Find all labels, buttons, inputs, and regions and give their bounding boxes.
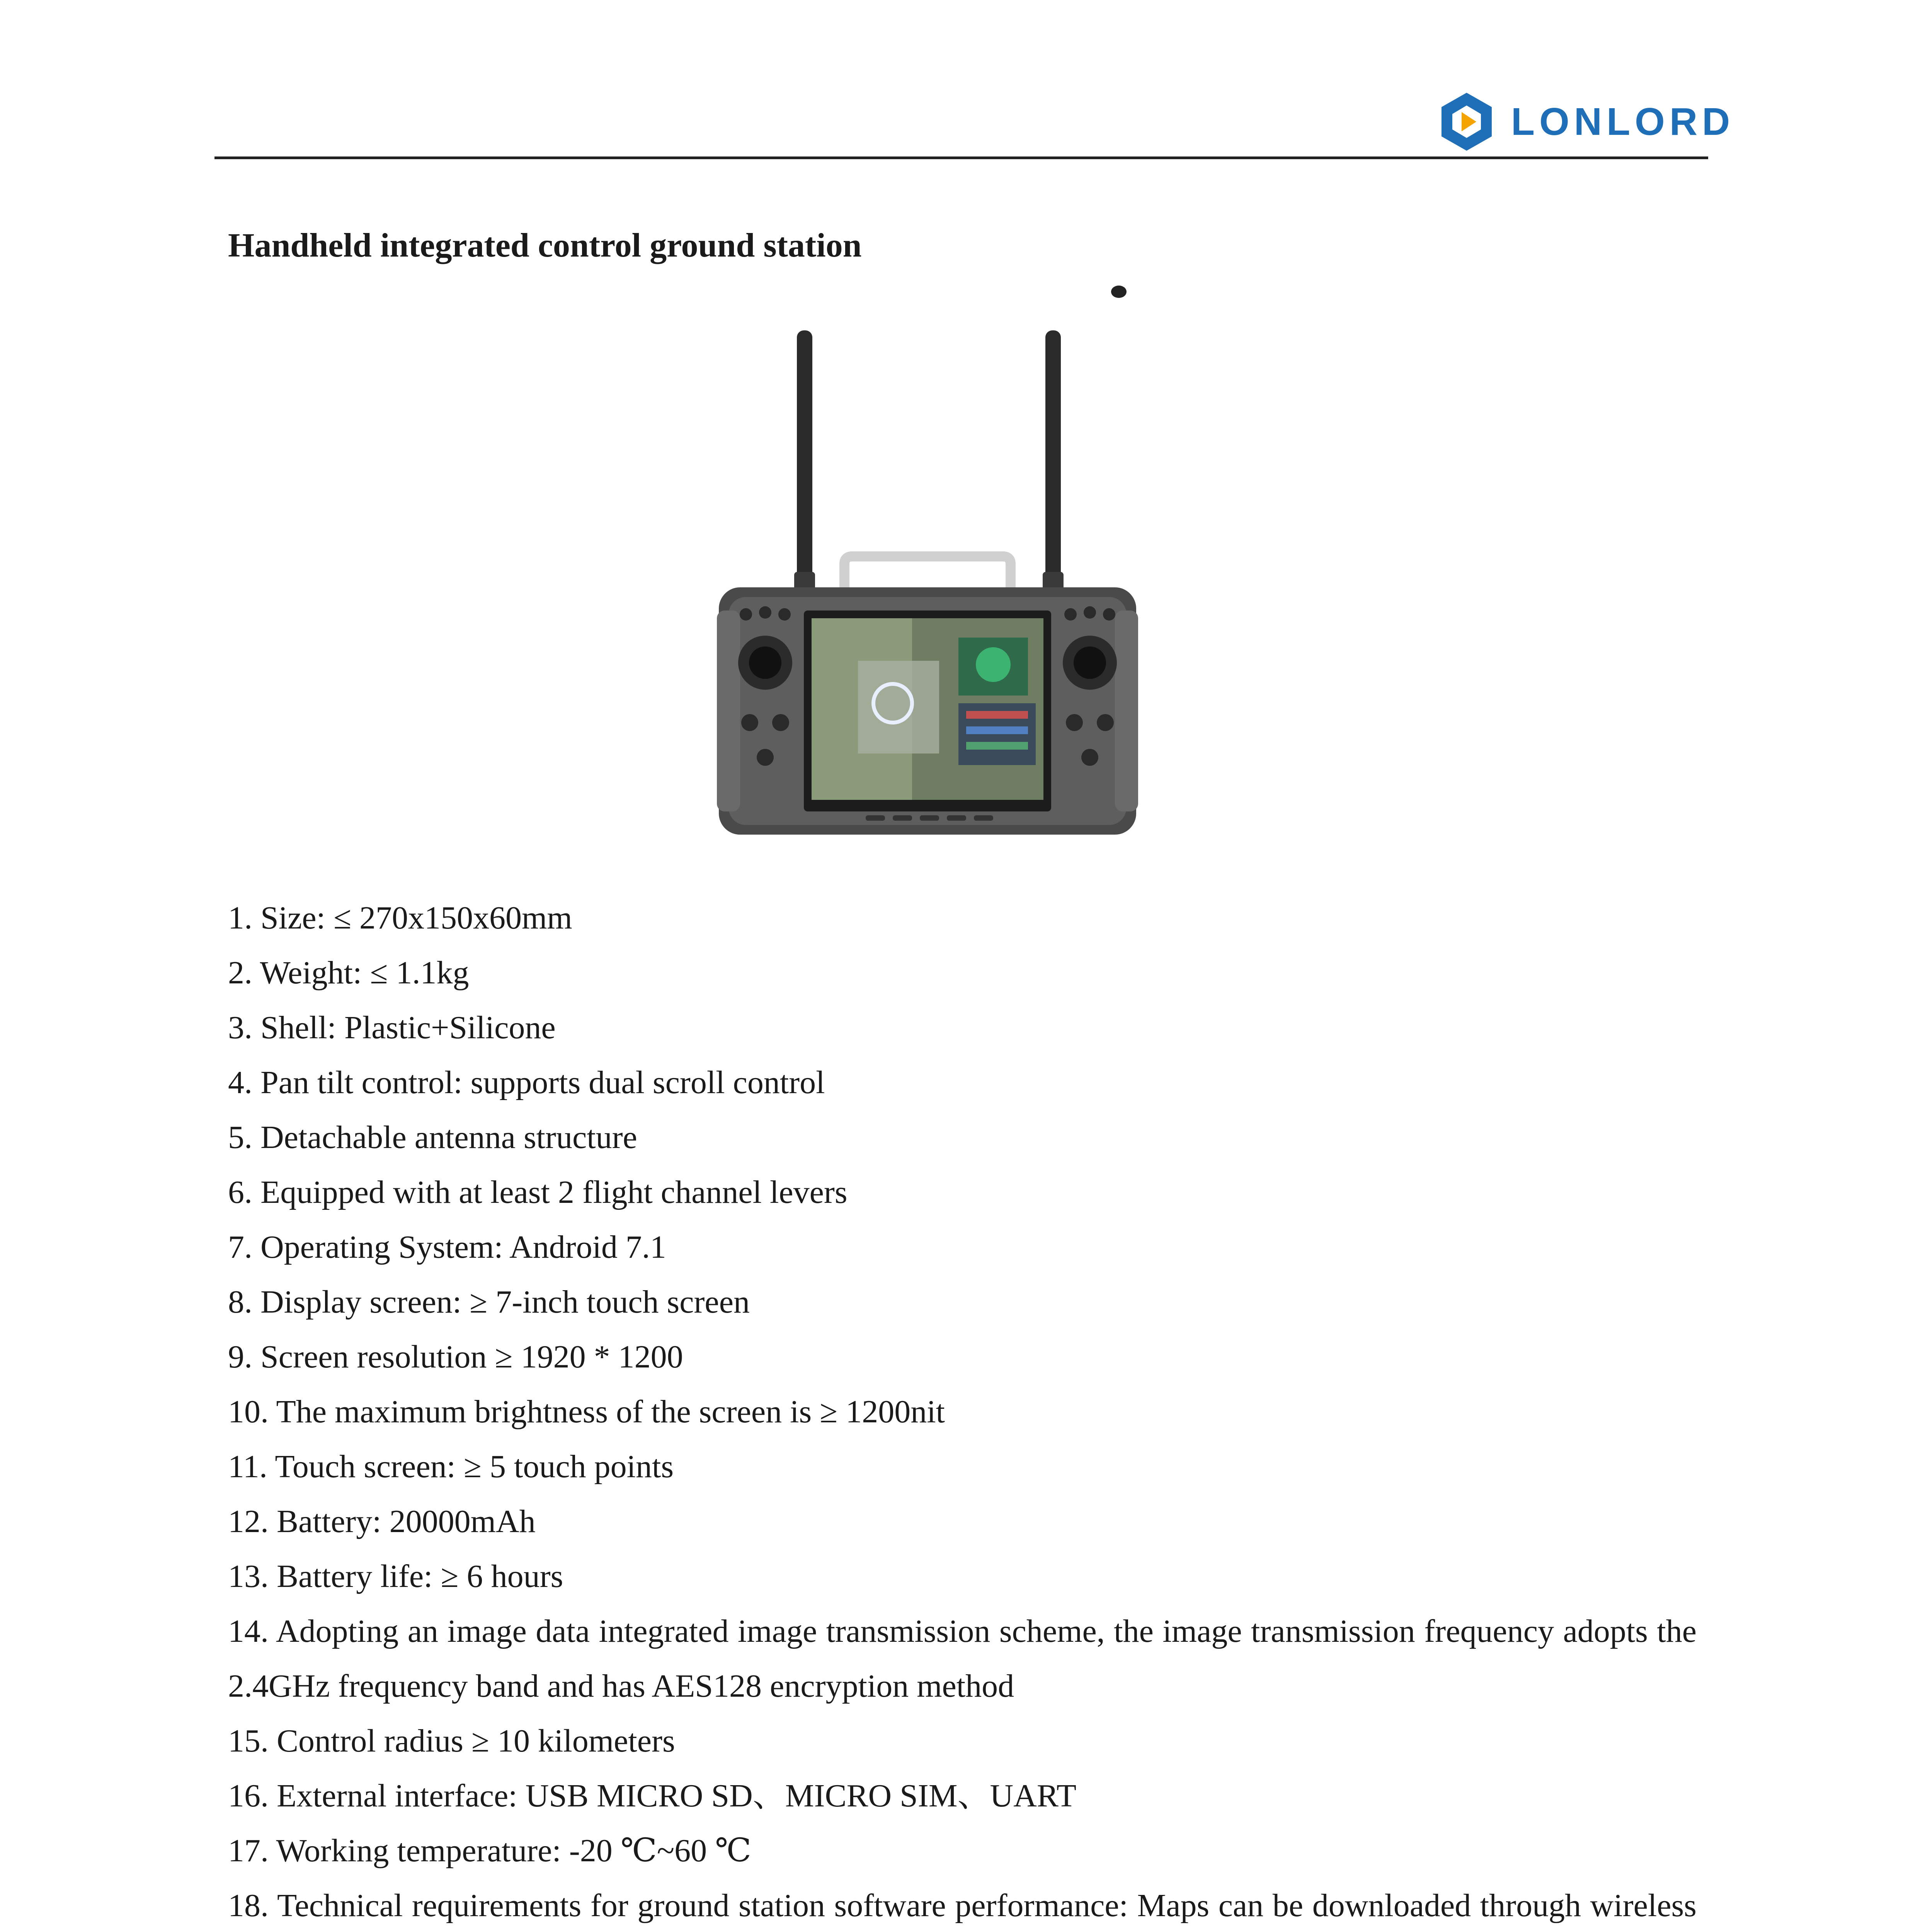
ground-station-photo xyxy=(618,270,1198,842)
antenna-right-icon xyxy=(1043,330,1064,603)
document-title: Handheld integrated control ground station xyxy=(228,227,862,264)
spec-item: 12. Battery: 20000mAh xyxy=(228,1503,536,1539)
spec-item: 8. Display screen: ≥ 7-inch touch screen xyxy=(228,1284,750,1320)
spec-item: 14. Adopting an image data integrated image transmission scheme, the image transmission frequency adopts the 2.4GHz frequency band and has AES128 encryption method xyxy=(228,1613,1697,1704)
spec-item: 10. The maximum brightness of the screen is ≥ 1200nit xyxy=(228,1394,945,1430)
spec-item: 18. Technical requirements for ground station software performance: Maps can be downloaded through wireless xyxy=(228,1888,1697,1923)
spec-item: 5. Detachable antenna structure xyxy=(228,1119,637,1155)
spec-item: 3. Shell: Plastic+Silicone xyxy=(228,1010,556,1046)
lonlord-logo-icon xyxy=(1438,91,1496,153)
spec-item: 9. Screen resolution ≥ 1920 * 1200 xyxy=(228,1339,683,1375)
spec-item: 15. Control radius ≥ 10 kilometers xyxy=(228,1723,675,1759)
display-screen-icon xyxy=(804,611,1051,811)
spec-item: 16. External interface: USB MICRO SD、MICRO SIM、UART xyxy=(228,1778,1077,1814)
brand-name: LONLORD xyxy=(1511,100,1735,143)
spec-item: 1. Size: ≤ 270x150x60mm xyxy=(228,900,572,936)
joystick-right-icon xyxy=(1063,636,1117,690)
spec-list xyxy=(228,891,1697,1932)
spec-item: 13. Battery life: ≥ 6 hours xyxy=(228,1558,563,1594)
spec-item: 11. Touch screen: ≥ 5 touch points xyxy=(228,1449,674,1485)
spec-item: 2. Weight: ≤ 1.1kg xyxy=(228,955,469,991)
header-divider xyxy=(214,156,1708,159)
spec-item: 17. Working temperature: -20 ℃~60 ℃ xyxy=(228,1833,752,1869)
spec-item: 4. Pan tilt control: supports dual scroll control xyxy=(228,1065,825,1100)
spec-item: 6. Equipped with at least 2 flight channel levers xyxy=(228,1174,848,1210)
spec-item: 7. Operating System: Android 7.1 xyxy=(228,1229,666,1265)
header-logo xyxy=(1438,91,1734,153)
antenna-left-icon xyxy=(794,330,815,603)
joystick-left-icon xyxy=(738,636,792,690)
